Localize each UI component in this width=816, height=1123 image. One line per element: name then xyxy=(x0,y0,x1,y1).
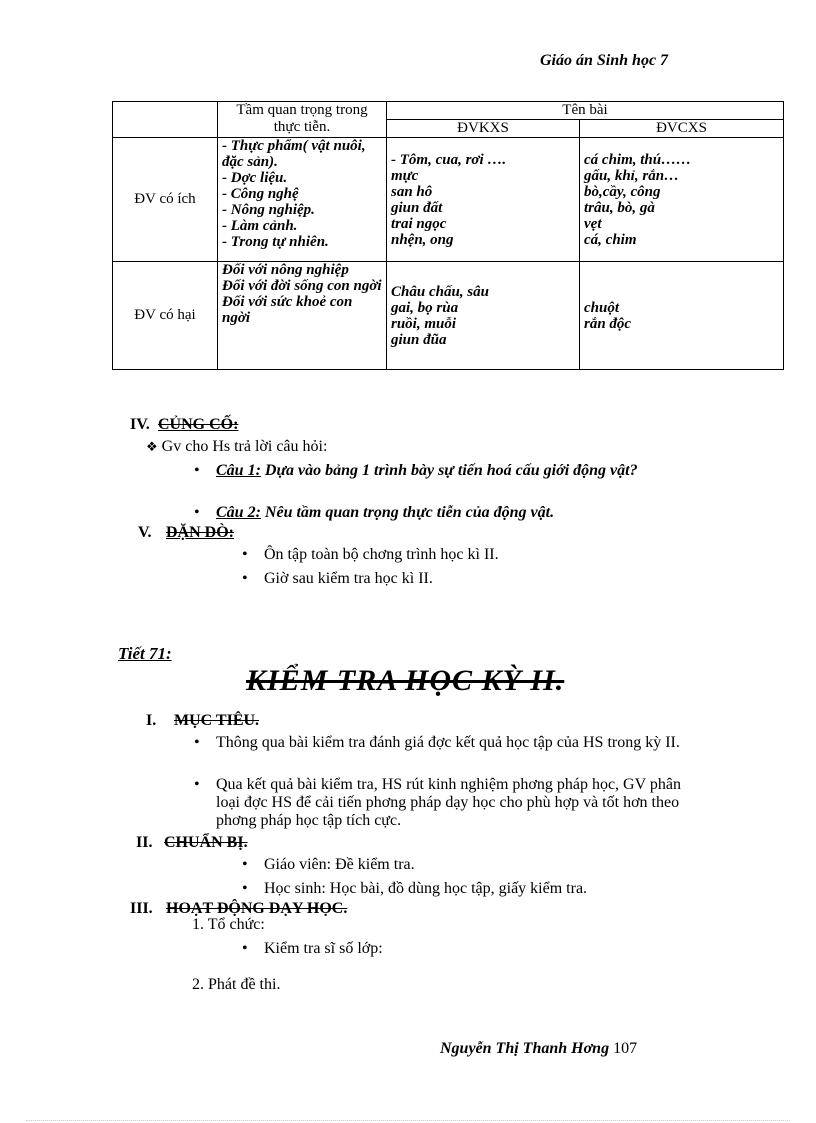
section4-number: IV. xyxy=(130,416,150,433)
lesson-label: Tiết 71: xyxy=(118,644,172,663)
s3-step-2: 2. Phát đề thi. xyxy=(192,976,281,993)
s2-heading xyxy=(136,834,248,852)
row-label-harmful: ĐV có hại xyxy=(113,262,218,370)
s1-heading xyxy=(146,712,259,730)
sub-header-invertebrate: ĐVKXS xyxy=(387,120,580,138)
question-1: • Câu 1: Dựa vào bảng 1 trình bày sự tiến hoá cấu giới động vật? xyxy=(216,462,676,480)
section5-item-2: • Giờ sau kiểm tra học kì II. xyxy=(264,570,433,588)
page-footer xyxy=(440,1040,637,1058)
s1-item-2: • Qua kết quả bài kiểm tra, HS rút kinh nghiệm phơng pháp học, GV phân loại đợc HS để cải tiến phơng pháp dạy học cho phù hợp và tốt hơn theo phơng pháp học tập tích cực. xyxy=(216,776,706,830)
useful-invertebrate-cell: - Tôm, cua, rơi …. mực san hô giun đất trai ngọc nhện, ong xyxy=(387,138,580,262)
useful-vertebrate-cell: cá chim, thú…… gấu, khỉ, rắn… bò,cầy, công trâu, bò, gà vẹt cá, chim xyxy=(580,138,784,262)
harmful-vertebrate-cell: chuột rắn độc xyxy=(580,262,784,370)
section4-title: CỦNG CỐ: xyxy=(158,416,239,433)
s3-step-1: 1. Tổ chức: xyxy=(192,916,265,933)
section5-heading xyxy=(138,524,234,542)
lesson-title: KIỂM TRA HỌC KỲ II. xyxy=(246,664,565,697)
page-number: 107 xyxy=(613,1040,638,1057)
harmful-invertebrate-cell: Châu chấu, sâu gai, bọ rùa ruồi, muỗi giun đũa xyxy=(387,262,580,370)
s2-item-2: • Học sinh: Học bài, đồ dùng học tập, giấy kiểm tra. xyxy=(264,880,587,898)
s3-number: III. xyxy=(130,900,153,917)
bottom-divider xyxy=(26,1120,790,1121)
header-title: Giáo án Sinh học 7 xyxy=(540,52,669,69)
col-importance-header: Tầm quan trọng trong thực tiễn. xyxy=(218,102,387,138)
section5-item-1: • Ôn tập toàn bộ chơng trình học kì II. xyxy=(264,546,499,564)
s2-title: CHUẨN BỊ. xyxy=(164,834,248,851)
s3-step-1-item: • Kiểm tra sĩ số lớp: xyxy=(264,940,383,958)
section5-number: V. xyxy=(138,524,152,541)
section5-title: DẶN DÒ: xyxy=(166,524,234,541)
author-name: Nguyễn Thị Thanh Hơng xyxy=(440,1040,610,1057)
question-2: • Câu 2: Nêu tầm quan trọng thực tiễn của động vật. xyxy=(216,504,676,522)
harmful-importance-cell: Đối với nông nghiệp Đối với đời sống con ngời Đối với sức khoẻ con ngời xyxy=(218,262,387,370)
section4-heading xyxy=(130,416,238,434)
section4-intro: ❖ Gv cho Hs trả lời câu hỏi: xyxy=(146,438,328,455)
s3-title: HOẠT ĐỘNG DẠY HỌC. xyxy=(166,900,348,917)
table-corner-cell xyxy=(113,102,218,138)
row-label-useful: ĐV có ích xyxy=(113,138,218,262)
s1-item-1: • Thông qua bài kiểm tra đánh giá đợc kết quả học tập của HS trong kỳ II. xyxy=(216,734,696,752)
s1-title: MỤC TIÊU. xyxy=(174,712,260,729)
col-lesson-header: Tên bài xyxy=(387,102,784,120)
s2-item-1: • Giáo viên: Đề kiểm tra. xyxy=(264,856,415,874)
diamond-bullet-icon: ❖ xyxy=(146,439,158,454)
s1-number: I. xyxy=(146,712,157,729)
importance-table xyxy=(112,101,784,370)
useful-importance-cell: - Thực phẩm( vật nuôi, đặc sản). - Dợc liệu. - Công nghệ - Nông nghiệp. - Làm cảnh. - Trong tự nhiên. xyxy=(218,138,387,262)
s2-number: II. xyxy=(136,834,153,851)
sub-header-vertebrate: ĐVCXS xyxy=(580,120,784,138)
